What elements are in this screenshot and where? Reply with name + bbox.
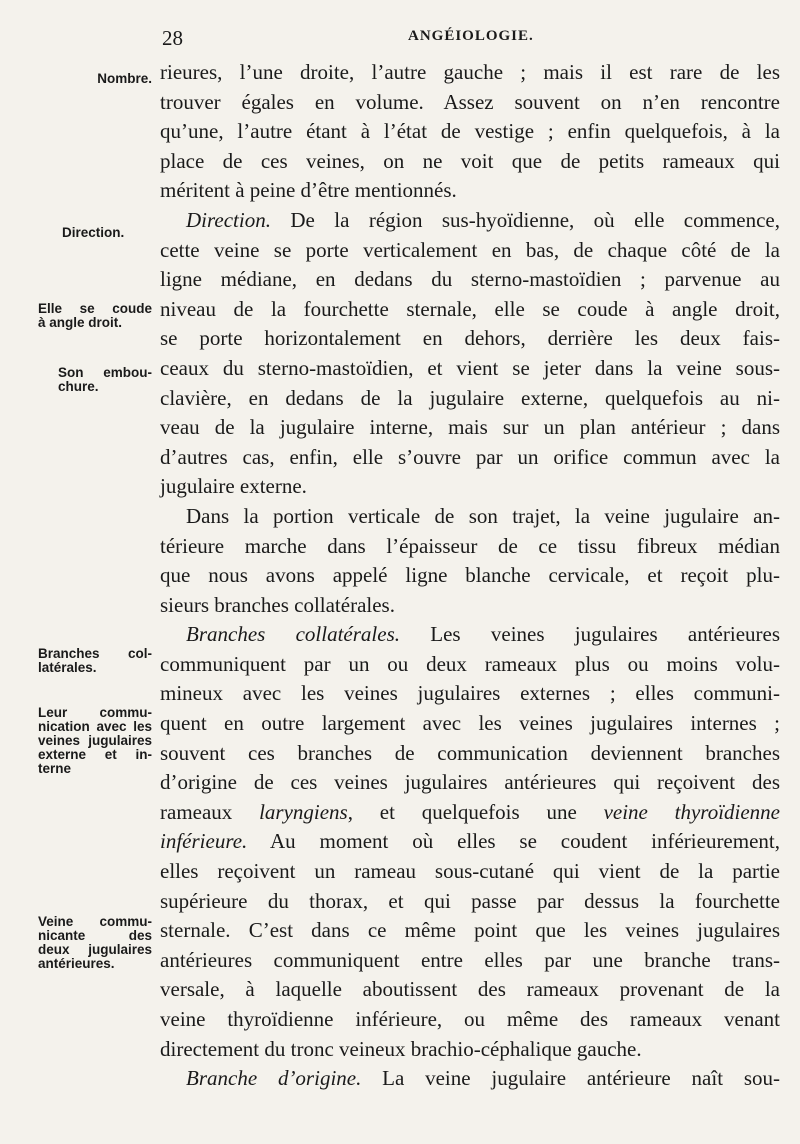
margin-note-line: Veine commu-: [38, 914, 152, 929]
text-line: [160, 1035, 780, 1065]
margin-note-line: chure.: [58, 379, 99, 394]
text-run: clavière, en dedans de la jugulaire externe, quelquefois au ni-: [160, 385, 780, 410]
text-run: veau de la jugulaire interne, mais sur un plan antérieur ; dans: [160, 415, 780, 440]
text-line: [160, 88, 780, 118]
margin-note-line: Branches col-: [38, 646, 152, 661]
text-run: rieures, l’une droite, l’autre gauche ; mais il est rare de les: [160, 60, 780, 84]
margin-note-nombre: [58, 72, 152, 86]
margin-note-branches-collaterales: [38, 647, 152, 675]
text-line: [160, 739, 780, 769]
text-run: supérieure du thorax, et qui passe par dessus la fourchette: [160, 888, 780, 913]
margin-note-direction: [62, 226, 152, 240]
margin-note-line: Elle se coude: [38, 301, 152, 316]
text-run: d’origine de ces veines jugulaires antérieures qui reçoivent des: [160, 770, 780, 795]
text-run: méritent à peine d’être mentionnés.: [160, 178, 457, 203]
text-run: , et quelquefois une: [347, 799, 604, 824]
text-run: Les veines jugulaires antérieures: [400, 622, 781, 647]
margin-note-line: deux jugulaires: [38, 942, 152, 957]
text-line: [160, 58, 780, 88]
text-run: place de ces veines, on ne voit que de petits rameaux qui: [160, 148, 780, 173]
text-line: [160, 176, 780, 206]
text-line: [160, 679, 780, 709]
text-run: versale, à laquelle aboutissent des rameaux provenant de la: [160, 977, 780, 1002]
text-run: que nous avons appelé ligne blanche cervicale, et reçoit plu-: [160, 563, 780, 588]
italic-heading: inférieure.: [160, 829, 248, 854]
text-line: [160, 709, 780, 739]
text-line: [160, 798, 780, 828]
text-run: De la région sus-hyoïdienne, où elle commence,: [270, 207, 780, 232]
text-run: niveau de la fourchette sternale, elle se coude à angle droit,: [160, 296, 780, 321]
text-line: [160, 206, 780, 236]
text-run: sieurs branches collatérales.: [160, 592, 395, 617]
text-line: [160, 650, 780, 680]
margin-note-line: nicante des: [38, 928, 152, 943]
text-run: cette veine se porte verticalement en bas, de chaque côté de la: [160, 237, 780, 262]
text-line: [160, 946, 780, 976]
margin-note-line: Nombre.: [97, 71, 152, 86]
text-line: [160, 472, 780, 502]
margin-note-son-embouchure: [58, 366, 152, 394]
text-line: [160, 827, 780, 857]
margin-note-line: antérieures.: [38, 956, 115, 971]
text-line: [160, 561, 780, 591]
margin-note-line: nication avec les: [38, 719, 152, 734]
margin-note-line: Direction.: [62, 225, 125, 240]
margin-note-line: Son embou-: [58, 365, 152, 380]
text-line: [160, 265, 780, 295]
text-run: se porte horizontalement en dehors, derrière les deux fais-: [160, 326, 780, 351]
text-line: [160, 443, 780, 473]
margin-note-line: terne: [38, 761, 72, 776]
page-header: [160, 26, 780, 56]
margin-note-elle-se-coude: [38, 302, 152, 330]
text-run: quent en outre largement avec les veines jugulaires internes ;: [160, 711, 780, 736]
text-line: [160, 324, 780, 354]
text-run: qu’une, l’autre étant à l’état de vestige ; enfin quelquefois, à la: [160, 119, 780, 144]
text-line: [160, 532, 780, 562]
italic-heading: Branches collatérales.: [186, 622, 400, 647]
text-run: mineux avec les veines jugulaires externes ; elles communi-: [160, 681, 780, 706]
text-run: sternale. C’est dans ce même point que les veines jugulaires: [160, 918, 780, 943]
text-line: [160, 236, 780, 266]
text-line: [160, 591, 780, 621]
margin-note-line: à angle droit.: [38, 315, 123, 330]
text-line: [160, 147, 780, 177]
italic-heading: Direction.: [186, 207, 271, 232]
text-line: [160, 620, 780, 650]
text-run: trouver égales en volume. Assez souvent on n’en rencontre: [160, 89, 780, 114]
text-run: veine thyroïdienne inférieure, ou même des rameaux venant: [160, 1007, 780, 1031]
text-run: Dans la portion verticale de son trajet, la veine jugulaire an-: [186, 503, 780, 528]
text-run: souvent ces branches de communication deviennent branches: [160, 740, 780, 765]
text-line: [160, 857, 780, 887]
running-title: ANGÉIOLOGIE.: [408, 28, 534, 44]
text-line: [160, 413, 780, 443]
text-line: [160, 295, 780, 325]
margin-note-line: Leur commu-: [38, 705, 152, 720]
text-line: [160, 1064, 780, 1094]
italic-heading: veine thyroïdienne: [603, 799, 780, 824]
margin-note-line: externe et in-: [38, 747, 152, 762]
text-line: [160, 354, 780, 384]
text-line: [160, 975, 780, 1005]
text-run: térieure marche dans l’épaisseur de ce tissu fibreux médian: [160, 533, 780, 558]
text-run: d’autres cas, enfin, elle s’ouvre par un orifice commun avec la: [160, 444, 780, 469]
text-run: rameaux: [160, 799, 260, 824]
text-run: La veine jugulaire antérieure naît sou-: [361, 1066, 781, 1091]
text-line: [160, 502, 780, 532]
body-text: [160, 58, 780, 1094]
text-line: [160, 887, 780, 917]
text-line: [160, 1005, 780, 1035]
margin-note-line: veines jugulaires: [38, 733, 152, 748]
italic-heading: laryngiens: [259, 799, 348, 824]
margin-note-line: latérales.: [38, 660, 97, 675]
text-run: elles reçoivent un rameau sous-cutané qui vient de la partie: [160, 859, 780, 884]
text-line: [160, 384, 780, 414]
text-line: [160, 916, 780, 946]
text-line: [160, 117, 780, 147]
text-run: ligne médiane, en dedans du sterno-mastoïdien ; parvenue au: [160, 267, 780, 292]
italic-heading: Branche d’origine.: [186, 1066, 362, 1091]
text-line: [160, 768, 780, 798]
text-run: jugulaire externe.: [160, 474, 307, 499]
text-run: ceaux du sterno-mastoïdien, et vient se jeter dans la veine sous-: [160, 355, 780, 380]
margin-note-veine-communicante: [38, 915, 152, 971]
text-run: antérieures communiquent entre elles par une branche trans-: [160, 947, 780, 972]
text-run: communiquent par un ou deux rameaux plus ou moins volu-: [160, 651, 780, 676]
text-run: Au moment où elles se coudent inférieurement,: [247, 829, 780, 854]
page-number: 28: [162, 26, 183, 50]
text-run: directement du tronc veineux brachio-céphalique gauche.: [160, 1036, 642, 1061]
margin-note-leur-communication: [38, 706, 152, 776]
